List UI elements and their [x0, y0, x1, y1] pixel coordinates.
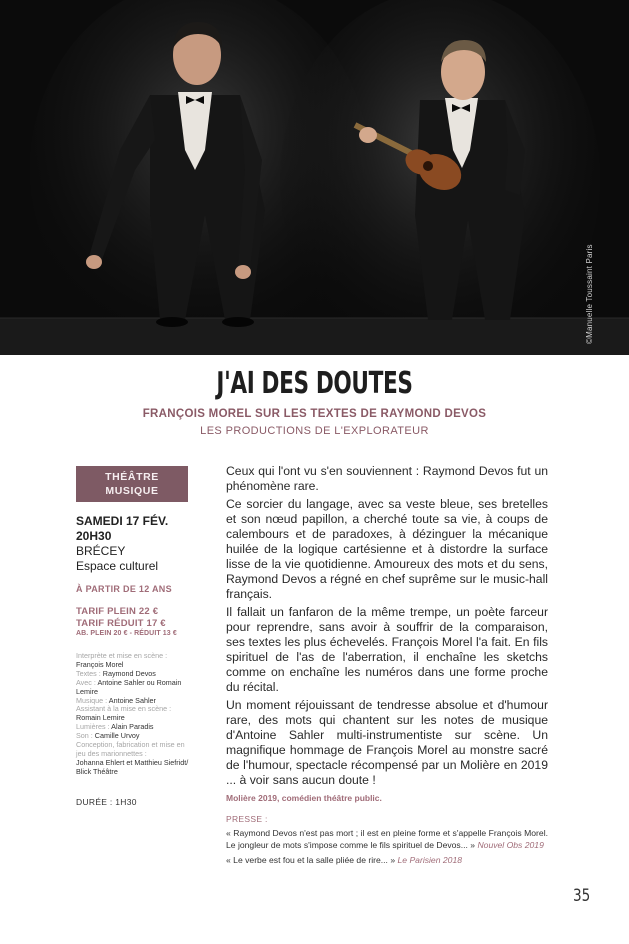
tarif-plein: TARIF PLEIN 22 €	[76, 606, 159, 617]
page-title: J'AI DES DOUTES	[216, 366, 413, 401]
credit-item: Musique : Antoine Sahler	[76, 695, 156, 705]
award-note: Molière 2019, comédien théâtre public.	[226, 793, 382, 803]
event-town: BRÉCEY	[76, 544, 126, 558]
paragraph: Ce sorcier du langage, avec sa veste bleue, ses bretelles et son nœud papillon, a cherché toute sa vie, à coups de calembours et de paradoxes, à dézinguer la mécanique huilée de la logique cartésienne et à distordre la surface lisse de la vie quotidienne. Amoureux des mots et du sens, Raymond Devos a régné en chef suprême sur le music-hall français.	[226, 497, 548, 601]
page-number: 35	[573, 886, 591, 906]
age-limit: À PARTIR DE 12 ANS	[76, 584, 172, 594]
credit-item: Interprète et mise en scène : François Morel	[76, 651, 168, 669]
event-date: SAMEDI 17 FÉV.	[76, 514, 169, 528]
press-source: Nouvel Obs 2019	[477, 840, 544, 850]
stage-photo	[0, 0, 629, 355]
category-theatre: THÉÂTRE	[105, 471, 159, 483]
tarif-abonnement: AB. PLEIN 20 € - RÉDUIT 13 €	[76, 630, 177, 637]
producer: LES PRODUCTIONS DE L'EXPLORATEUR	[200, 425, 429, 437]
credit-item: Son : Camille Urvoy	[76, 731, 140, 741]
paragraph: Un moment réjouissant de tendresse absolue et d'humour rare, des mots qui chantent sur les notes de musique d'Antoine Sahler multi-instrumentiste sur scène. Un magnifique hommage de François Morel au monstre sacré de l'humour, spectacle récompensé par un Molière en 2019 ... à voir sans aucun doute !	[226, 698, 548, 787]
credit-item: Assistant à la mise en scène : Romain Lemire	[76, 704, 172, 723]
duration: DURÉE : 1H30	[76, 796, 137, 807]
press-quote: « Raymond Devos n'est pas mort ; il est en pleine forme et s'appelle François Morel. Le jongleur de mots s'impose comme le fils spirituel de Devos... » Nouvel Obs 2019	[226, 828, 548, 850]
category-musique: MUSIQUE	[105, 485, 159, 497]
category-badge	[76, 466, 188, 502]
press-source: Le Parisien 2018	[397, 855, 462, 865]
press-quote: « Le verbe est fou et la salle pliée de rire... » Le Parisien 2018	[226, 855, 462, 865]
credit-item: Textes : Raymond Devos	[76, 668, 156, 678]
event-time: 20H30	[76, 529, 112, 543]
paragraph: Ceux qui l'ont vu s'en souviennent : Raymond Devos fut un phénomène rare.	[226, 464, 548, 493]
tarif-reduit: TARIF RÉDUIT 17 €	[76, 617, 166, 629]
photo-credit: ©Manuelle Toussaint Paris	[585, 244, 594, 344]
paragraph: Il fallait un fanfaron de la même trempe, un poète farceur pour reprendre, sans avoir à souffrir de la comparaison, ses textes les plus échevelés. François Morel l'a fait. En fils spirituel de l'as de l'aberration, il enchaîne les sketchs comme on enchaîne les numéros dans une forme proche du récital.	[226, 605, 548, 694]
event-venue: Espace culturel	[76, 559, 159, 573]
event-info	[76, 514, 196, 807]
credits-list	[76, 652, 196, 777]
subtitle: FRANÇOIS MOREL SUR LES TEXTES DE RAYMOND DEVOS	[142, 408, 487, 420]
press-label: PRESSE :	[226, 814, 268, 824]
credit-item: Conception, fabrication et mise en jeu des marionnettes : Johanna Ehlert et Matthieu Siefridt/ Blick Théâtre	[76, 740, 189, 776]
credit-item: Avec : Antoine Sahler ou Romain Lemire	[76, 677, 182, 696]
stage-illustration	[0, 0, 629, 355]
description	[226, 464, 548, 869]
credit-item: Lumières : Alain Paradis	[76, 722, 154, 732]
